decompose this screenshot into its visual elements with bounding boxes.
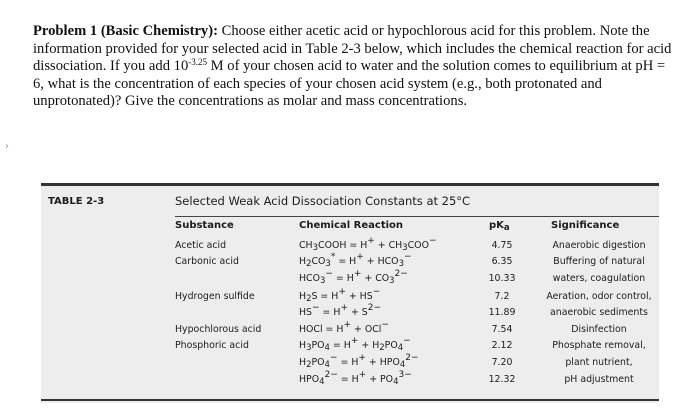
table-caption: Selected Weak Acid Dissociation Constants at 25°C [175,194,471,208]
reaction-phosphoric-1: $H_3PO_4 = H^+ + H_2PO_4^-$ [299,336,411,353]
pka-value: 6.35 [491,256,513,267]
reaction-acetic: $CH_3COOH = H^+ + CH_3COO^-$ [299,236,437,253]
significance-text: Aeration, odor control, [546,291,652,302]
significance-text: waters, coagulation [552,273,646,284]
substance-acetic-acid: Acetic acid [175,240,227,251]
problem-label: Problem 1 (Basic Chemistry): [33,23,218,39]
reaction-h2s-1: $H_2S = H^+ + HS^-$ [299,287,381,304]
reaction-phosphoric-3: $HPO_4^{2-} = H^+ + PO_4^{3-}$ [299,370,412,387]
significance-text: plant nutrient, [565,357,633,368]
header-reaction: Chemical Reaction [299,220,404,231]
header-pka-label: pK [489,220,504,231]
header-rule [175,216,659,217]
reaction-carbonic-2: $HCO_3^- = H^+ + CO_3^{2-}$ [299,269,408,286]
concentration-exponent: -3.25 [188,57,207,68]
table-label: TABLE 2-3 [48,196,105,207]
significance-text: Buffering of natural [553,256,645,267]
problem-text-1: Choose either acetic acid or hypochlorous acid for this problem. Note the information provided for your selected acid in Table 2-3 below, which includes the chemical reaction for acid dissociation. If you add 10 [33,23,672,75]
margin-mark: › [5,141,9,152]
pka-value: 2.12 [491,340,513,351]
acid-table [41,183,659,403]
substance-phosphoric-acid: Phosphoric acid [175,340,249,351]
table-top-rule [41,183,659,186]
pka-value: 12.32 [488,374,516,385]
substance-hypochlorous-acid: Hypochlorous acid [175,324,262,335]
header-pka [489,220,510,231]
substance-hydrogen-sulfide: Hydrogen sulfide [175,291,255,302]
header-pka-sub: a [503,223,510,233]
problem-statement [33,23,673,111]
pka-value: 7.2 [494,291,510,302]
pka-value: 7.20 [491,357,513,368]
header-significance: Significance [551,220,620,231]
table-bottom-rule [41,399,659,401]
reaction-carbonic-1: $H_2CO_3^* = H^+ + HCO_3^-$ [299,252,412,269]
significance-text: Disinfection [571,324,627,335]
pka-value: 11.89 [488,307,516,318]
pka-value: 4.75 [491,240,513,251]
pka-value: 10.33 [488,273,516,284]
pka-value: 7.54 [491,324,513,335]
significance-text: Phosphate removal, [552,340,646,351]
header-substance: Substance [175,220,234,231]
significance-text: Anaerobic digestion [552,240,646,251]
significance-text: pH adjustment [564,374,634,385]
reaction-hocl: HOCl = H+ + OCl− [299,320,389,335]
reaction-h2s-2: $HS^- = H^+ + S^{2-}$ [299,303,382,318]
reaction-phosphoric-2: $H_2PO_4^- = H^+ + HPO_4^{2-}$ [299,353,419,370]
significance-text: anaerobic sediments [550,307,648,318]
substance-carbonic-acid: Carbonic acid [175,256,239,267]
problem-text-2: M of your chosen acid to water and the solution comes to equilibrium at pH = 6, what is the concentration of each species of your chosen acid system (e.g., both protonated and unprotonated)? Give the concentrations as molar and mass concentrations. [33,58,666,110]
